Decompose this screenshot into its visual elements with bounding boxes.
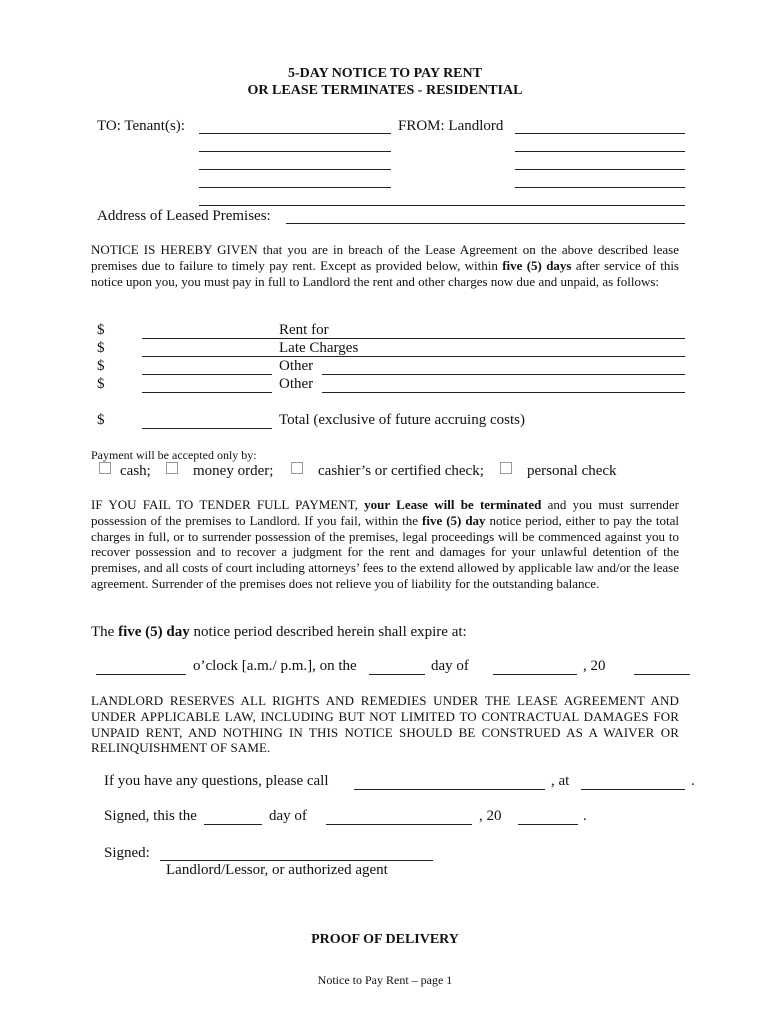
title-line-2: OR LEASE TERMINATES - RESIDENTIAL [247,83,523,98]
tenant-name-field-4[interactable] [199,187,391,188]
landlord-name-field-1[interactable] [515,133,685,134]
dollar-sign: $ [97,322,105,338]
signed-period: . [583,808,587,824]
notice-paragraph: NOTICE IS HEREBY GIVEN that you are in breach of the Lease Agreement on the above described lease premises due to failure to timely pay rent. Except as provided below, within five (5) days after service of this notice upon you, you must pay in full to Landlord the rent and other charges now due and unpaid, as follows: [91,242,679,289]
page-footer: Notice to Pay Rent – page 1 [317,973,453,987]
tenant-name-field-3[interactable] [199,169,391,170]
day-of-label: day of [431,658,469,674]
cash-checkbox[interactable] [99,462,111,474]
other-desc-field-1[interactable] [322,374,685,375]
late-charges-field[interactable] [272,356,685,357]
address-field[interactable] [286,223,685,224]
other-amount-field-2[interactable] [142,392,272,393]
dollar-sign: $ [97,358,105,374]
signature-field[interactable] [160,860,433,861]
phone-field[interactable] [581,789,685,790]
other-desc-field-2[interactable] [322,392,685,393]
questions-label: If you have any questions, please call [104,773,329,789]
expire-heading: The five (5) day notice period described herein shall expire at: [91,624,467,640]
expire-month-field[interactable] [493,674,577,675]
personal-check-checkbox[interactable] [500,462,512,474]
landlord-name-field-4[interactable] [515,187,685,188]
time-field[interactable] [96,674,186,675]
dollar-sign: $ [97,412,105,428]
personal-check-label: personal check [527,463,617,479]
signature-caption: Landlord/Lessor, or authorized agent [166,862,388,878]
from-landlord-label: FROM: Landlord [398,118,504,134]
expire-day-field[interactable] [369,674,425,675]
money-order-label: money order; [193,463,274,479]
tenant-name-field-2[interactable] [199,151,391,152]
signed-this-label: Signed, this the [104,808,197,824]
total-label: Total (exclusive of future accruing costs) [279,412,525,428]
payment-label: Payment will be accepted only by: [91,448,257,462]
signed-year-field[interactable] [518,824,578,825]
rent-for-field[interactable] [272,338,685,339]
late-amount-field[interactable] [142,356,272,357]
landlord-name-field-2[interactable] [515,151,685,152]
signed-label: Signed: [104,845,150,861]
rent-amount-field[interactable] [142,338,272,339]
other-label-2: Other [279,376,314,392]
signed-day-of-label: day of [269,808,307,824]
failure-paragraph: IF YOU FAIL TO TENDER FULL PAYMENT, your Lease will be terminated and you must surrender possession of the premises to Landlord. If you fail, within the five (5) day notice period, either to pay the total charges in full, or to surrender possession of the premises, legal proceedings will be commenced against you to recover possession and to recover a judgment for the rent and damages for your unlawful detention of the premises, and all costs of court including attorneys’ fees to the extend allowed by applicable law and/or the lease agreement. Surrender of the premises does not relieve you of liability for the outstanding balance. [91,497,680,591]
reserve-paragraph: LANDLORD RESERVES ALL RIGHTS AND REMEDIES UNDER THE LEASE AGREEMENT AND UNDER APPLICABLE LAW, INCLUDING BUT NOT LIMITED TO CONTRACTUAL DAMAGES FOR UNPAID RENT, AND NOTHING IN THIS NOTICE SHOULD BE CONSTRUED AS A WAIVER OR RELINQUISHMENT OF SAME. [91,693,679,756]
extra-line[interactable] [199,205,685,206]
cashiers-check-checkbox[interactable] [291,462,303,474]
at-label: , at [551,773,570,789]
expire-year-field[interactable] [634,674,690,675]
title-line-1: 5-DAY NOTICE TO PAY RENT [288,66,482,81]
to-tenant-label: TO: Tenant(s): [97,118,185,134]
year-label: , 20 [583,658,606,674]
late-charges-label: Late Charges [279,340,359,356]
cash-label: cash; [120,463,151,479]
money-order-checkbox[interactable] [166,462,178,474]
total-amount-field[interactable] [142,428,272,429]
cashiers-check-label: cashier’s or certified check; [318,463,484,479]
address-label: Address of Leased Premises: [97,208,271,224]
contact-name-field[interactable] [354,789,545,790]
signed-day-field[interactable] [204,824,262,825]
signed-year-label: , 20 [479,808,502,824]
other-label-1: Other [279,358,314,374]
other-amount-field-1[interactable] [142,374,272,375]
oclock-label: o’clock [a.m./ p.m.], on the [193,658,357,674]
questions-period: . [691,773,695,789]
rent-for-label: Rent for [279,322,329,338]
signed-month-field[interactable] [326,824,472,825]
tenant-name-field-1[interactable] [199,133,391,134]
dollar-sign: $ [97,376,105,392]
landlord-name-field-3[interactable] [515,169,685,170]
proof-heading: PROOF OF DELIVERY [311,932,459,947]
dollar-sign: $ [97,340,105,356]
